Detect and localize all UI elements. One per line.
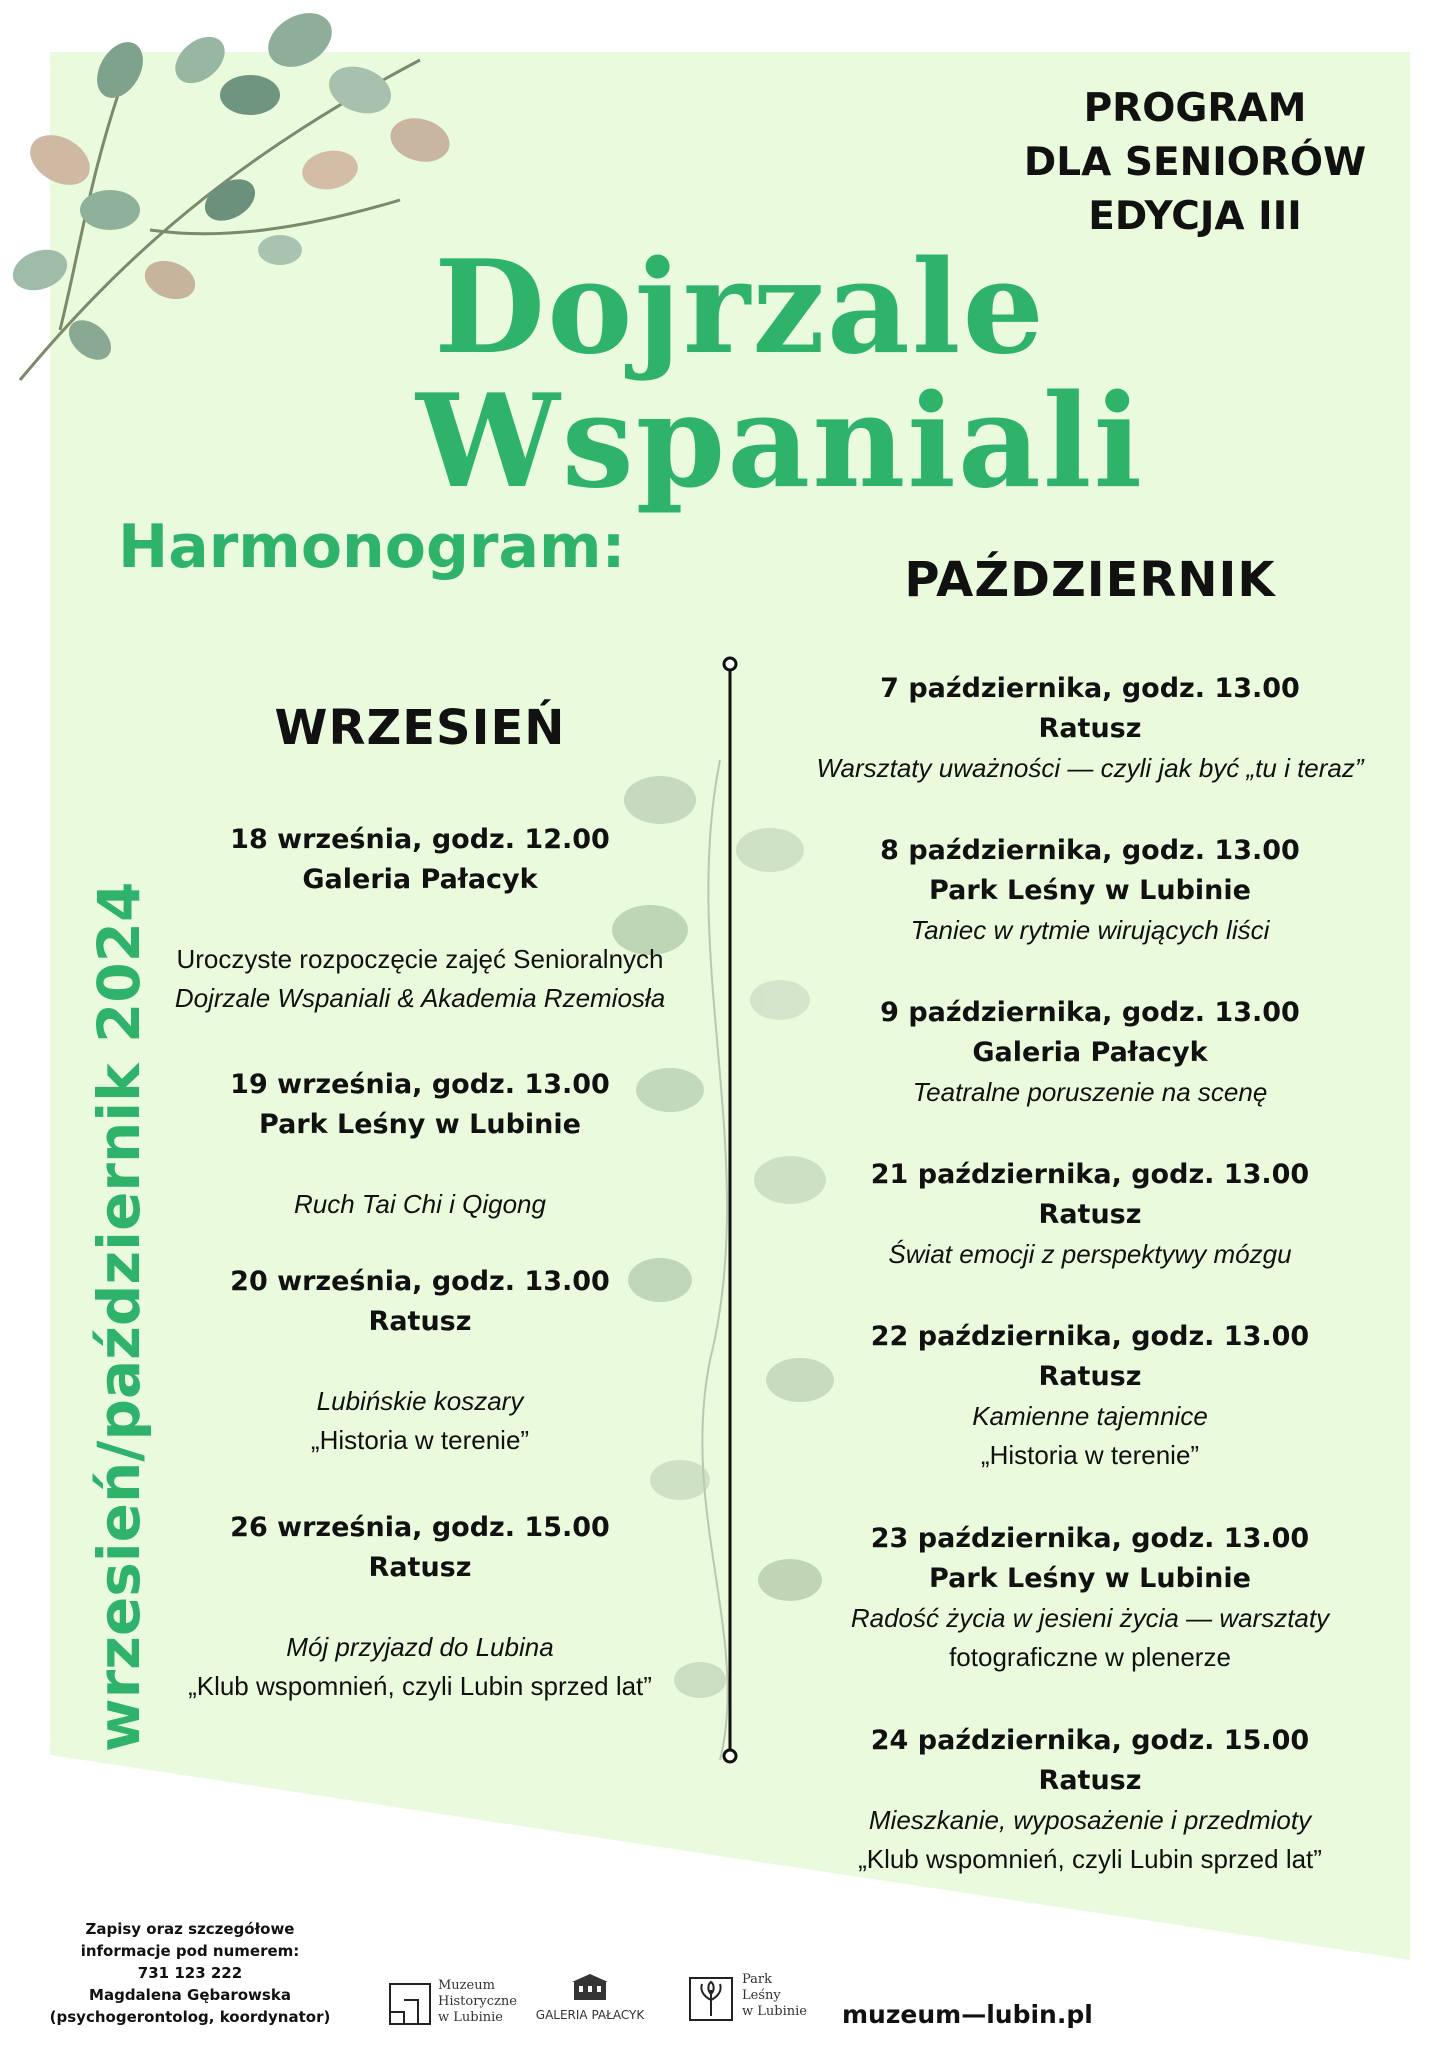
palace-icon bbox=[568, 1972, 612, 2002]
vertical-date-label: wrzesień/październik 2024 bbox=[85, 881, 153, 1752]
event-place: Ratusz bbox=[368, 1552, 472, 1583]
park-leaf-icon bbox=[688, 1976, 734, 2022]
event-description: fotograficzne w plenerze bbox=[949, 1642, 1231, 1672]
event-place: Galeria Pałacyk bbox=[972, 1037, 1208, 1068]
event-description: Taniec w rytmie wirujących liści bbox=[910, 915, 1270, 945]
event-place: Ratusz bbox=[1038, 1765, 1142, 1796]
event-description: „Historia w terenie” bbox=[310, 1425, 530, 1455]
event-description: Świat emocji z perspektywy mózgu bbox=[888, 1239, 1292, 1269]
september-event-1 bbox=[140, 820, 700, 1018]
event-description: Dojrzale Wspaniali & Akademia Rzemiosła bbox=[174, 983, 666, 1013]
harmonogram-label: Harmonogram: bbox=[118, 512, 626, 582]
event-place: Ratusz bbox=[1038, 713, 1142, 744]
october-event-6 bbox=[790, 1519, 1390, 1677]
event-description: „Klub wspomnień, czyli Lubin sprzed lat” bbox=[858, 1844, 1322, 1874]
october-event-4 bbox=[790, 1155, 1390, 1274]
event-description: Warsztaty uważności — czyli jak być „tu i teraz” bbox=[816, 753, 1364, 783]
park-logo-line: Leśny bbox=[742, 1988, 781, 2003]
event-place: Park Leśny w Lubinie bbox=[929, 875, 1251, 906]
event-place: Galeria Pałacyk bbox=[302, 864, 538, 895]
event-place: Park Leśny w Lubinie bbox=[929, 1563, 1251, 1594]
event-description: Kamienne tajemnice bbox=[972, 1401, 1208, 1431]
park-logo bbox=[688, 1972, 828, 2028]
event-description: Mieszkanie, wyposażenie i przedmioty bbox=[868, 1805, 1312, 1835]
event-date: 18 września, godz. 12.00 bbox=[230, 824, 610, 855]
september-event-4 bbox=[140, 1508, 700, 1706]
program-line-2: DLA SENIORÓW bbox=[1023, 140, 1367, 185]
october-event-7 bbox=[790, 1721, 1390, 1879]
event-place: Ratusz bbox=[1038, 1199, 1142, 1230]
museum-logo-line: Historyczne bbox=[438, 1994, 517, 2009]
contact-line: informacje pod numerem: bbox=[80, 1942, 300, 1960]
event-place: Park Leśny w Lubinie bbox=[259, 1109, 581, 1140]
event-date: 20 września, godz. 13.00 bbox=[230, 1266, 610, 1297]
museum-logo-icon bbox=[388, 1982, 432, 2026]
event-description: Mój przyjazd do Lubina bbox=[286, 1632, 554, 1662]
october-event-5 bbox=[790, 1317, 1390, 1475]
galeria-logo-text: GALERIA PAŁACYK bbox=[535, 2008, 645, 2022]
contact-phone: 731 123 222 bbox=[137, 1964, 243, 1982]
event-description: „Klub wspomnień, czyli Lubin sprzed lat” bbox=[188, 1671, 652, 1701]
timeline-line bbox=[715, 655, 745, 1765]
event-description: Uroczyste rozpoczęcie zajęć Senioralnych bbox=[176, 944, 664, 974]
event-date: 26 września, godz. 15.00 bbox=[230, 1512, 610, 1543]
museum-logo bbox=[388, 1978, 528, 2026]
october-heading: PAŹDZIERNIK bbox=[904, 552, 1276, 608]
september-heading: WRZESIEŃ bbox=[274, 700, 566, 756]
contact-info bbox=[40, 1918, 340, 2028]
website-link[interactable]: muzeum—lubin.pl bbox=[842, 2000, 1093, 2029]
september-event-2 bbox=[140, 1065, 700, 1224]
event-date: 21 października, godz. 13.00 bbox=[870, 1159, 1310, 1190]
program-line-1: PROGRAM bbox=[1083, 86, 1307, 131]
event-place: Ratusz bbox=[368, 1306, 472, 1337]
contact-line: Zapisy oraz szczegółowe bbox=[85, 1920, 295, 1938]
galeria-logo bbox=[520, 1972, 660, 2028]
museum-logo-line: Muzeum bbox=[438, 1978, 495, 1993]
event-date: 9 października, godz. 13.00 bbox=[880, 997, 1300, 1028]
contact-line: (psychogerontolog, koordynator) bbox=[49, 2008, 331, 2026]
october-event-2 bbox=[790, 831, 1390, 950]
event-date: 19 września, godz. 13.00 bbox=[230, 1069, 610, 1100]
event-date: 8 października, godz. 13.00 bbox=[880, 835, 1300, 866]
event-date: 23 października, godz. 13.00 bbox=[870, 1523, 1310, 1554]
museum-logo-line: w Lubinie bbox=[438, 2010, 503, 2025]
october-event-3 bbox=[790, 993, 1390, 1112]
contact-line: Magdalena Gębarowska bbox=[89, 1986, 291, 2004]
september-event-3 bbox=[140, 1262, 700, 1460]
event-description: Lubińskie koszary bbox=[316, 1386, 524, 1416]
event-description: Radość życia w jesieni życia — warsztaty bbox=[850, 1603, 1330, 1633]
event-place: Ratusz bbox=[1038, 1361, 1142, 1392]
program-line-3: EDYCJA III bbox=[1088, 194, 1302, 239]
title-line-2: Wspaniali bbox=[415, 367, 1145, 517]
event-description: Ruch Tai Chi i Qigong bbox=[294, 1189, 546, 1219]
park-logo-line: w Lubinie bbox=[742, 2004, 807, 2019]
program-heading bbox=[980, 82, 1410, 244]
title-line-1: Dojrzale bbox=[434, 233, 1046, 383]
event-date: 24 października, godz. 15.00 bbox=[870, 1725, 1310, 1756]
event-description: „Historia w terenie” bbox=[980, 1440, 1200, 1470]
event-description: Teatralne poruszenie na scenę bbox=[912, 1077, 1268, 1107]
event-date: 7 października, godz. 13.00 bbox=[880, 673, 1300, 704]
october-event-1 bbox=[790, 669, 1390, 788]
park-logo-line: Park bbox=[742, 1972, 773, 1987]
event-date: 22 października, godz. 13.00 bbox=[870, 1321, 1310, 1352]
